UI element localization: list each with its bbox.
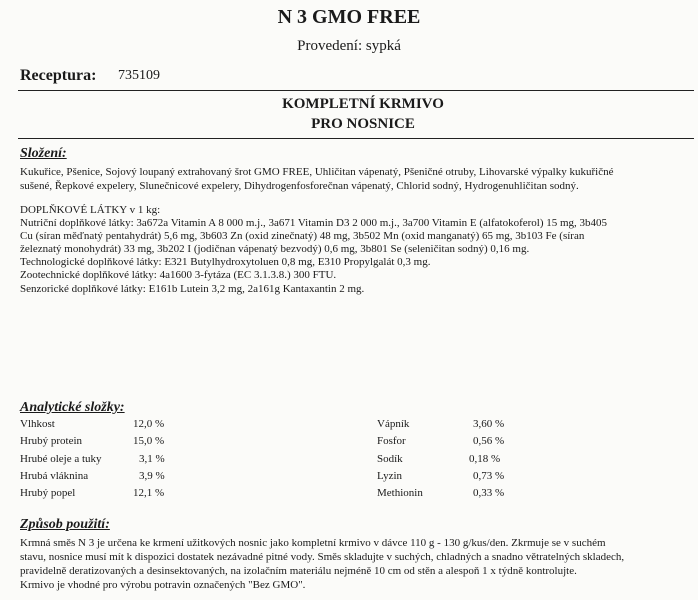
analytical-name: Vápník — [377, 418, 410, 430]
usage-line: Krmivo je vhodné pro výrobu potravin označených "Bez GMO". — [20, 579, 306, 591]
feed-type-heading: KOMPLETNÍ KRMIVO — [282, 96, 444, 112]
nutritional-additives: železnatý monohydrát) 33 mg, 3b202 I (jodičnan vápenatý bezvodý) 0,6 mg, 3b801 Se (seleničitan sodný) 0,16 mg. — [20, 243, 530, 255]
analytical-name: Vlhkost — [20, 418, 55, 430]
analytical-heading: Analytické složky: — [20, 400, 125, 415]
analytical-name: Fosfor — [377, 435, 406, 447]
sensory-additives: Senzorické doplňkové látky: E161b Lutein 3,2 mg, 2a161g Kantaxantin 2 mg. — [20, 283, 365, 295]
analytical-name: Hrubý popel — [20, 487, 76, 499]
usage-line: stavu, nosnice musí mít k dispozici dostatek nezávadné pitné vody. Směs skladujte v suchých, chladných a snadno větratelných skladech, — [20, 551, 625, 563]
analytical-name: Methionin — [377, 487, 423, 499]
nutritional-additives: Cu (síran měďnatý pentahydrát) 5,6 mg, 3b603 Zn (oxid zinečnatý) 48 mg, 3b502 Mn (oxid manganatý) 65 mg, 3b103 Fe (síran — [20, 230, 585, 242]
product-form: Provedení: sypká — [297, 38, 401, 54]
analytical-value: 12,0 % — [133, 418, 165, 430]
analytical-value: 12,1 % — [133, 487, 165, 499]
composition-heading: Složení: — [20, 146, 67, 161]
analytical-value: 3,9 % — [139, 470, 165, 482]
analytical-value: 0,33 % — [473, 487, 505, 499]
analytical-name: Sodík — [377, 453, 403, 465]
divider — [18, 138, 694, 139]
composition-line: sušené, Řepkové expelery, Slunečnicové expelery, Dihydrogenfosforečnan vápenatý, Chlorid sodný, Hydrogenuhličitan sodný. — [20, 180, 579, 192]
divider — [18, 90, 694, 91]
technological-additives: Technologické doplňkové látky: E321 Butylhydroxytoluen 0,8 mg, E310 Propylgalát 0,3 mg. — [20, 256, 431, 268]
receptura-label: Receptura: — [20, 67, 97, 84]
analytical-value: 0,56 % — [473, 435, 505, 447]
usage-line: pravidelně deratizovaných a desinsektovaných, na izolačním materiálu nejméně 10 cm od stěn a alespoň 1 x týdně kontrolujte. — [20, 565, 577, 577]
analytical-name: Hrubé oleje a tuky — [20, 453, 102, 465]
analytical-name: Hrubý protein — [20, 435, 83, 447]
analytical-value: 3,1 % — [139, 453, 165, 465]
analytical-name: Lyzin — [377, 470, 403, 482]
product-title: N 3 GMO FREE — [277, 6, 421, 28]
feed-target-heading: PRO NOSNICE — [311, 116, 415, 132]
usage-line: Krmná směs N 3 je určena ke krmení užitkových nosnic jako kompletní krmivo v dávce 110 g - 130 g/kus/den. Zkrmuje se v suchém — [20, 537, 606, 549]
zootechnical-additives: Zootechnické doplňkové látky: 4a1600 3-fytáza (EC 3.1.3.8.) 300 FTU. — [20, 269, 337, 281]
receptura-value: 735109 — [118, 68, 160, 83]
nutritional-additives: Nutriční doplňkové látky: 3a672a Vitamin A 8 000 m.j., 3a671 Vitamin D3 2 000 m.j., 3a700 Vitamin E (alfatokoferol) 15 mg, 3b405 — [20, 217, 608, 229]
analytical-value: 3,60 % — [473, 418, 505, 430]
additives-heading: DOPLŇKOVÉ LÁTKY v 1 kg: — [20, 204, 161, 216]
analytical-value: 15,0 % — [133, 435, 165, 447]
analytical-name: Hrubá vláknina — [20, 470, 89, 482]
composition-line: Kukuřice, Pšenice, Sojový loupaný extrahovaný šrot GMO FREE, Uhličitan vápenatý, Pšeničné otruby, Lihovarské výpalky kukuřičné — [20, 166, 614, 178]
usage-heading: Způsob použití: — [20, 517, 110, 532]
analytical-value: 0,73 % — [473, 470, 505, 482]
analytical-value: 0,18 % — [469, 453, 501, 465]
